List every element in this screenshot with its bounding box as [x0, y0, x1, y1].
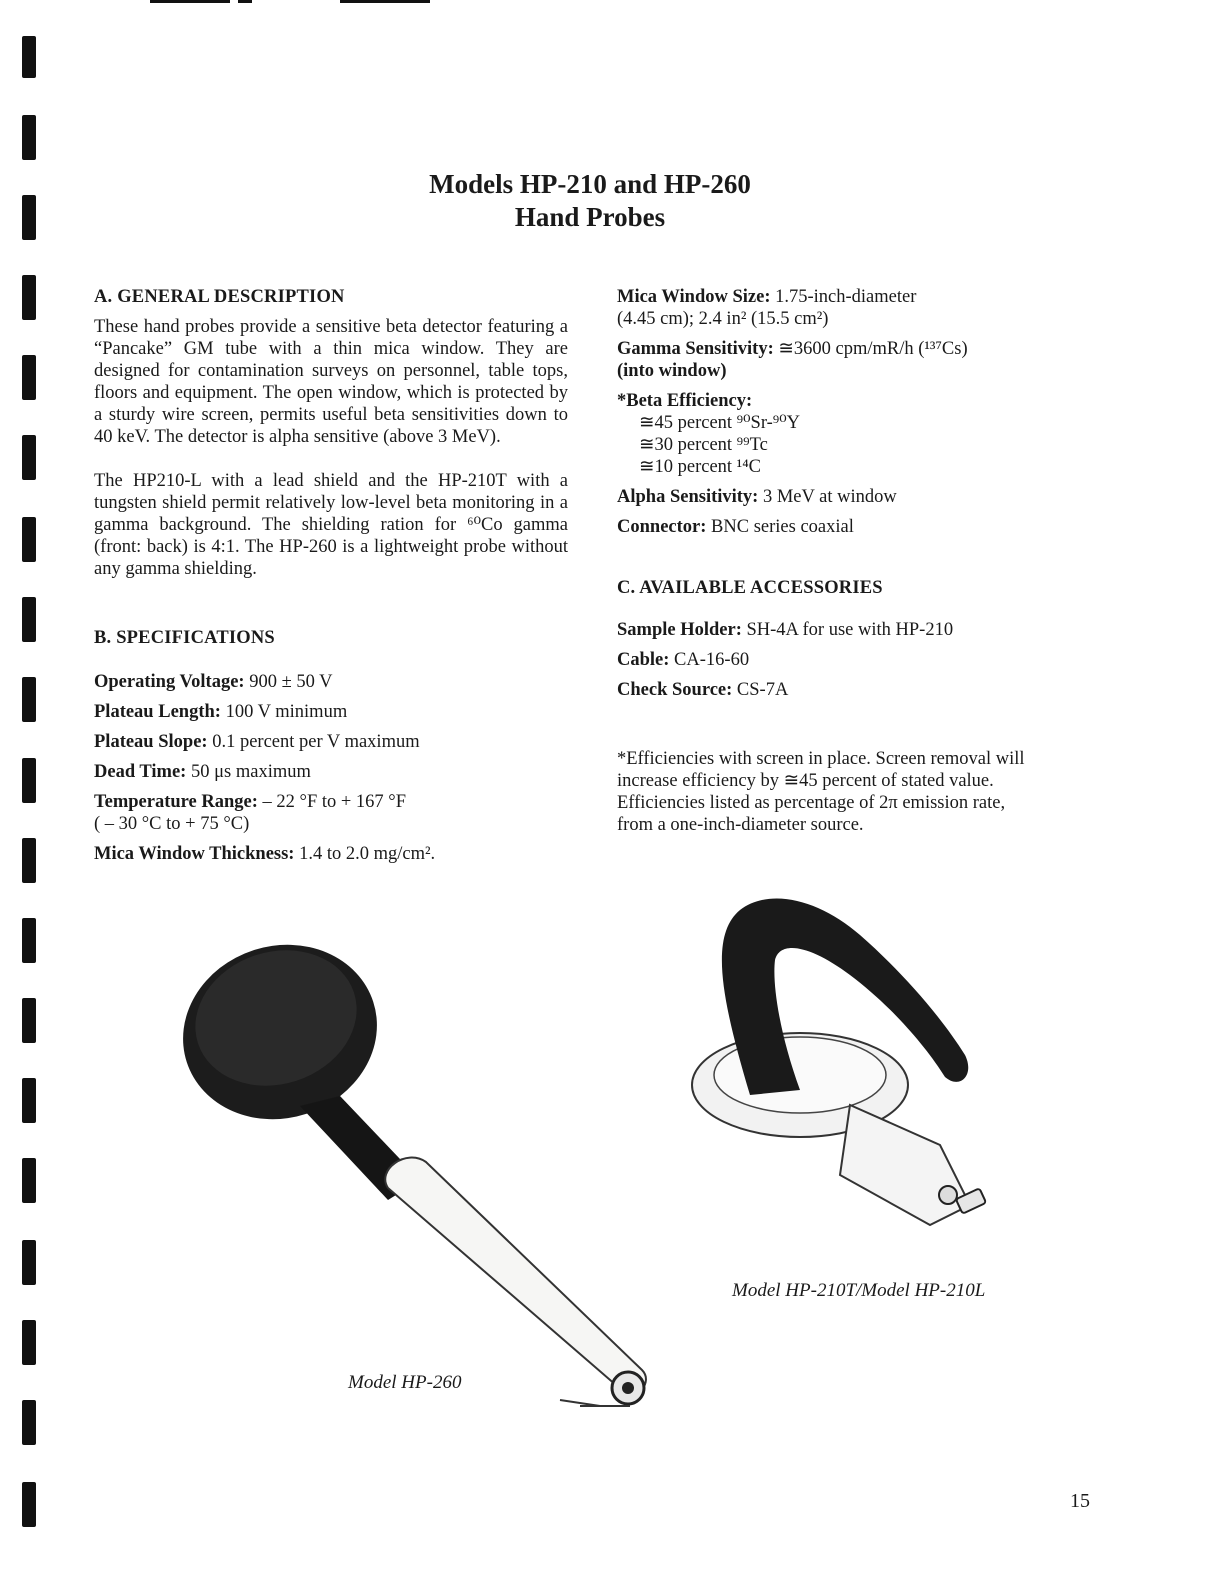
- spec-value: 1.75-inch-diameter: [775, 287, 917, 307]
- spec-plateau-length: [94, 701, 568, 723]
- spec-label: Gamma Sensitivity:: [617, 339, 774, 359]
- spec-label: Operating Voltage:: [94, 672, 245, 692]
- spec-gamma-sensitivity: [617, 338, 1087, 360]
- spec-alpha-sensitivity: [617, 486, 1087, 508]
- spec-value: 100 V minimum: [225, 702, 348, 722]
- accessory-value: CA-16-60: [674, 650, 750, 670]
- binder-mark: [22, 36, 36, 78]
- spec-beta-label: *Beta Efficiency:: [617, 391, 753, 411]
- binder-mark: [22, 355, 36, 400]
- spec-label: Plateau Length:: [94, 702, 221, 722]
- title-line-1: Models HP-210 and HP-260: [429, 169, 751, 199]
- spec-value: 0.1 percent per V maximum: [212, 732, 420, 752]
- spec-temperature-range: [94, 791, 568, 813]
- binder-mark: [22, 597, 36, 642]
- binder-mark: [22, 1400, 36, 1445]
- specifications: [94, 627, 568, 865]
- spec-mica-thickness: [94, 843, 568, 865]
- binder-mark: [22, 758, 36, 803]
- binder-mark: [22, 1240, 36, 1285]
- spec-mica-size-metric: (4.45 cm); 2.4 in² (15.5 cm²): [617, 309, 829, 329]
- available-accessories: [617, 577, 1087, 701]
- binder-mark: [22, 677, 36, 722]
- footnote-line: from a one-inch-diameter source.: [617, 815, 864, 835]
- hp-260-probe-photo: [180, 930, 660, 1420]
- spec-plateau-slope: [94, 731, 568, 753]
- spec-mica-size: [617, 286, 1087, 308]
- spec-beta-item: ≅30 percent ⁹⁹Tc: [639, 435, 768, 455]
- accessory-cable: [617, 649, 1087, 671]
- spec-value: 50 μs maximum: [190, 762, 311, 782]
- binder-mark: [22, 1482, 36, 1527]
- general-heading: A. GENERAL DESCRIPTION: [94, 287, 345, 307]
- caption-hp-260: Model HP-260: [348, 1372, 462, 1393]
- spec-value: – 22 °F to + 167 °F: [262, 792, 406, 812]
- accessory-value: SH-4A for use with HP-210: [746, 620, 954, 640]
- general-description: [94, 286, 568, 580]
- page-number: 15: [1070, 1490, 1090, 1512]
- binder-mark: [22, 838, 36, 883]
- top-scan-mark: [150, 0, 230, 3]
- spec-beta-item: ≅45 percent ⁹⁰Sr-⁹⁰Y: [639, 413, 801, 433]
- footnote-line: increase efficiency by ≅45 percent of stated value.: [617, 771, 994, 791]
- accessory-label: Check Source:: [617, 680, 733, 700]
- spec-label: Dead Time:: [94, 762, 187, 782]
- accessories-heading: C. AVAILABLE ACCESSORIES: [617, 578, 883, 598]
- accessory-sample-holder: [617, 619, 1087, 641]
- spec-value: BNC series coaxial: [711, 517, 854, 537]
- spec-value: 1.4 to 2.0 mg/cm².: [299, 844, 436, 864]
- efficiency-footnote: [617, 748, 1087, 836]
- footnote-line: Efficiencies listed as percentage of 2π emission rate,: [617, 793, 1006, 813]
- spec-label: Temperature Range:: [94, 792, 258, 812]
- general-paragraph-2: The HP210-L with a lead shield and the HP-210T with a tungsten shield permit relatively low-level beta monitoring in a gamma background. The shielding ration for ⁶⁰Co gamma (front: back) is 4:1. The HP-260 is a lightweight probe without any gamma shielding.: [94, 471, 568, 579]
- spec-label: Mica Window Thickness:: [94, 844, 295, 864]
- binder-mark: [22, 115, 36, 160]
- accessory-label: Sample Holder:: [617, 620, 742, 640]
- general-paragraph-1: These hand probes provide a sensitive beta detector featuring a “Pancake” GM tube with a thin mica window. They are designed for contamination surveys on personnel, table tops, floors and equipment. The open window, which is protected by a sturdy wire screen, permits useful beta sensitivities down to 40 keV. The detector is alpha sensitive (above 3 MeV).: [94, 317, 568, 447]
- caption-hp-210: Model HP-210T/Model HP-210L: [732, 1280, 986, 1301]
- spec-dead-time: [94, 761, 568, 783]
- binder-mark: [22, 1078, 36, 1123]
- spec-label: Plateau Slope:: [94, 732, 208, 752]
- spec-operating-voltage: [94, 671, 568, 693]
- spec-label: Connector:: [617, 517, 707, 537]
- accessory-label: Cable:: [617, 650, 670, 670]
- specifications-continued: [617, 286, 1087, 538]
- footnote-line: *Efficiencies with screen in place. Screen removal will: [617, 749, 1025, 769]
- spec-temperature-range-celsius: ( – 30 °C to + 75 °C): [94, 814, 250, 834]
- spec-value: 900 ± 50 V: [249, 672, 333, 692]
- binder-mark: [22, 1320, 36, 1365]
- spec-label: Mica Window Size:: [617, 287, 771, 307]
- spec-value: 3 MeV at window: [762, 487, 897, 507]
- spec-beta-item: ≅10 percent ¹⁴C: [639, 457, 762, 477]
- spec-value: ≅3600 cpm/mR/h (¹³⁷Cs): [778, 339, 968, 359]
- accessory-check-source: [617, 679, 1087, 701]
- spec-gamma-note: (into window): [617, 361, 727, 381]
- specs-heading: B. SPECIFICATIONS: [94, 628, 275, 648]
- binder-mark: [22, 998, 36, 1043]
- spec-label: Alpha Sensitivity:: [617, 487, 759, 507]
- binder-mark: [22, 1158, 36, 1203]
- page-title: [330, 168, 850, 234]
- binder-mark: [22, 517, 36, 562]
- title-line-2: Hand Probes: [514, 202, 666, 232]
- hp-210-probe-photo: [690, 895, 1010, 1240]
- spec-connector: [617, 516, 1087, 538]
- top-scan-mark: [340, 0, 430, 3]
- binder-mark: [22, 275, 36, 320]
- binder-mark: [22, 918, 36, 963]
- accessory-value: CS-7A: [736, 680, 789, 700]
- top-scan-mark: [238, 0, 252, 3]
- binder-mark: [22, 435, 36, 480]
- binder-mark: [22, 195, 36, 240]
